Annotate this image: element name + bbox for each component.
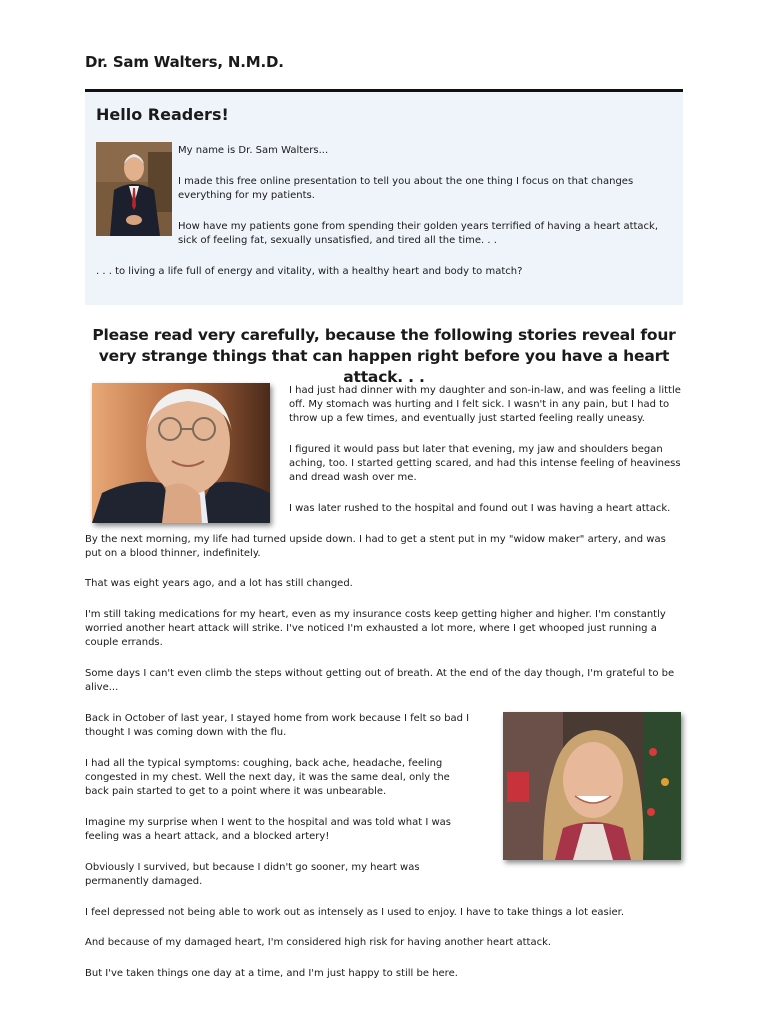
- story2-paragraph: Imagine my surprise when I went to the hospital and was told what I was feeling was a heart attack, and a blocked artery!: [85, 817, 451, 842]
- story2-paragraph: I had all the typical symptoms: coughing, back ache, headache, feeling congested in my chest. Well the next day, it was the same deal, only the back pain started to get to a point where it was unbearable.: [85, 758, 450, 797]
- story2-paragraph: And because of my damaged heart, I'm considered high risk for having another heart attack.: [85, 937, 552, 948]
- intro-title: Hello Readers!: [96, 105, 229, 124]
- story1-paragraph: I'm still taking medications for my heart, even as my insurance costs keep getting higher and higher. I'm constantly worried another heart attack will strike. I've noticed I'm exhausted a lot more, where I get whooped just running a couple errands.: [85, 609, 666, 648]
- woman-photo: [503, 712, 681, 860]
- elderly-man-photo: [92, 383, 270, 523]
- story2-paragraph: Obviously I survived, but because I didn't go sooner, my heart was permanently damaged.: [85, 862, 420, 887]
- doctor-photo: [96, 142, 172, 236]
- story1-paragraph: I was later rushed to the hospital and found out I was having a heart attack.: [289, 503, 671, 514]
- story1-paragraph: That was eight years ago, and a lot has still changed.: [85, 578, 353, 589]
- story1-paragraph: I figured it would pass but later that evening, my jaw and shoulders began aching, too. I started getting scared, and had this intense feeling of heaviness and dread wash over me.: [289, 444, 681, 483]
- story2-paragraph: I feel depressed not being able to work out as intensely as I used to enjoy. I have to take things a lot easier.: [85, 907, 625, 918]
- story1-paragraph: Some days I can't even climb the steps without getting out of breath. At the end of the day though, I'm grateful to be alive...: [85, 668, 675, 693]
- story2-paragraph: But I've taken things one day at a time, and I'm just happy to still be here.: [85, 968, 458, 979]
- author-name: Dr. Sam Walters, N.M.D.: [85, 53, 284, 71]
- intro-paragraph: . . . to living a life full of energy and vitality, with a healthy heart and body to match?: [96, 266, 523, 277]
- intro-paragraph: I made this free online presentation to tell you about the one thing I focus on that changes everything for my patients.: [178, 176, 634, 201]
- headline: Please read very carefully, because the following stories reveal four very strange things that can happen right before you have a heart attack. . .: [92, 326, 676, 386]
- story2-paragraph: Back in October of last year, I stayed home from work because I felt so bad I thought I was coming down with the flu.: [85, 713, 470, 738]
- story1-paragraph: I had just had dinner with my daughter and son-in-law, and was feeling a little off. My stomach was hurting and I felt sick. I wasn't in any pain, but I had to throw up a few times, and eventually just started feeling really uneasy.: [289, 385, 681, 424]
- intro-paragraph: My name is Dr. Sam Walters...: [178, 145, 329, 156]
- story1-paragraph: By the next morning, my life had turned upside down. I had to get a stent put in my "widow maker" artery, and was put on a blood thinner, indefinitely.: [85, 534, 666, 559]
- intro-box: [85, 89, 683, 305]
- intro-paragraph: How have my patients gone from spending their golden years terrified of having a heart attack, sick of feeling fat, sexually unsatisfied, and tired all the time. . .: [178, 221, 659, 246]
